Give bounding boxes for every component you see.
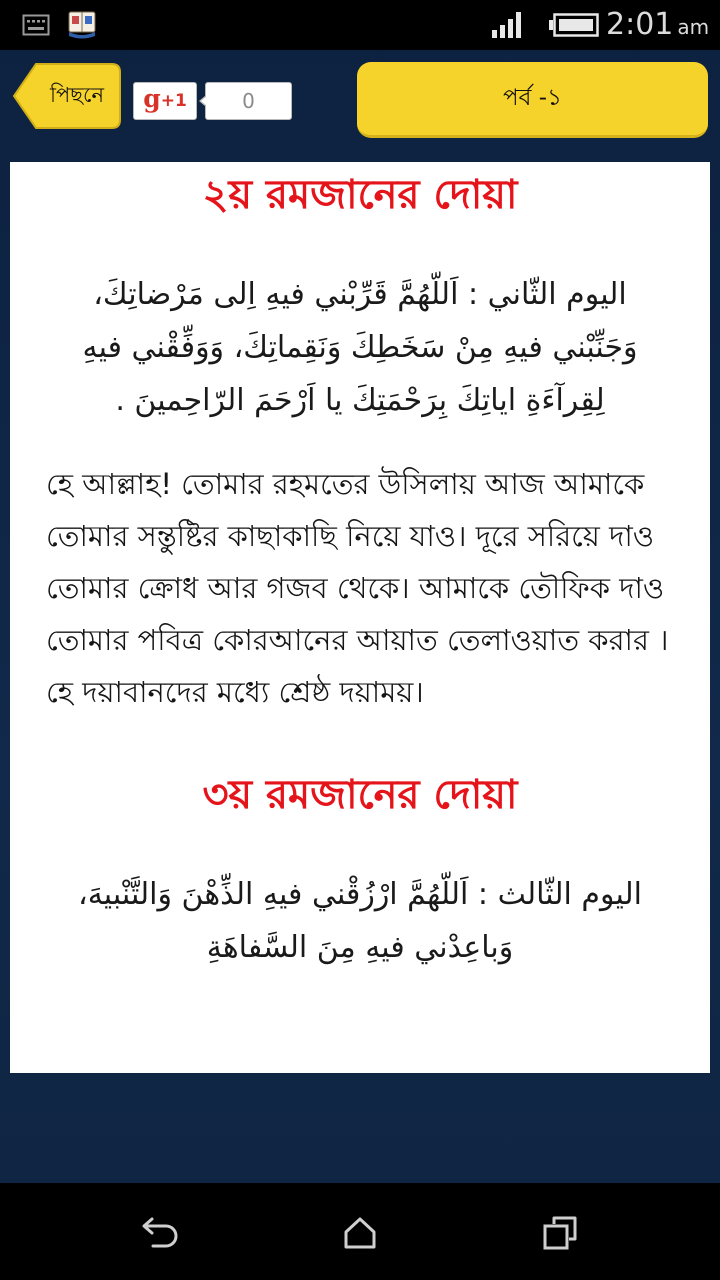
google-plus-one-button[interactable] [133, 82, 197, 120]
arabic-dua-text: اليوم الثّاني : اَللّهُمَّ قَرِّبْني فيهِ اِلى مَرْضاتِكَ، وَجَنِّبْني فيهِ مِنْ سَخَطِكَ وَنَقِماتِكَ، وَوَفِّقْني فيهِ لِقِرآءَةِ اياتِكَ بِرَحْمَتِكَ يا اَرْحَمَ الرّاحِمينَ . [82, 277, 638, 418]
back-icon[interactable] [141, 1216, 181, 1250]
status-bar [0, 0, 720, 50]
navigation-bar [0, 1183, 720, 1280]
clock-time: 2:01 [606, 7, 674, 42]
home-icon[interactable] [343, 1216, 377, 1250]
episode-button[interactable]: পর্ব -১ [357, 62, 708, 138]
section-heading: ৩য় রমজানের দোয়া [202, 772, 518, 818]
recent-apps-icon[interactable] [543, 1216, 577, 1250]
back-button-label: পিছনে [50, 82, 104, 107]
dua-content-panel[interactable] [10, 162, 710, 1073]
google-plus-count: 0 [205, 82, 292, 120]
battery-icon [549, 13, 599, 37]
clock-meridiem: am [677, 15, 710, 39]
dua-section [46, 770, 674, 974]
back-button[interactable] [12, 62, 122, 130]
keyboard-notification-icon [22, 14, 50, 36]
google-plus-logo: g [143, 84, 161, 113]
signal-icon [492, 12, 522, 38]
section-heading: ২য় রমজানের দোয়া [202, 172, 518, 218]
google-plus-label: +1 [160, 91, 187, 111]
bengali-translation-text: হে আল্লাহ! তোমার রহমতের উসিলায় আজ আমাকে তোমার সন্তুষ্টির কাছাকাছি নিয়ে যাও। দূরে সরিয়ে দাও তোমার ক্রোধ আর গজব থেকে। আমাকে তৌফিক দাও তোমার পবিত্র কোরআনের আয়াত তেলাওয়াত করার । হে দয়াবানদের মধ্যে শ্রেষ্ঠ দয়াময়। [46, 467, 669, 709]
app-notification-icon [66, 9, 98, 41]
arabic-dua-text: اليوم الثّالث : اَللّهُمَّ ارْزُقْني فيهِ الذِّهْنَ وَالتَّنْبيهَ، وَباعِدْني فيهِ مِنَ السَّفاهَةِ [78, 877, 642, 965]
status-clock [606, 6, 716, 46]
dua-section [46, 170, 674, 718]
